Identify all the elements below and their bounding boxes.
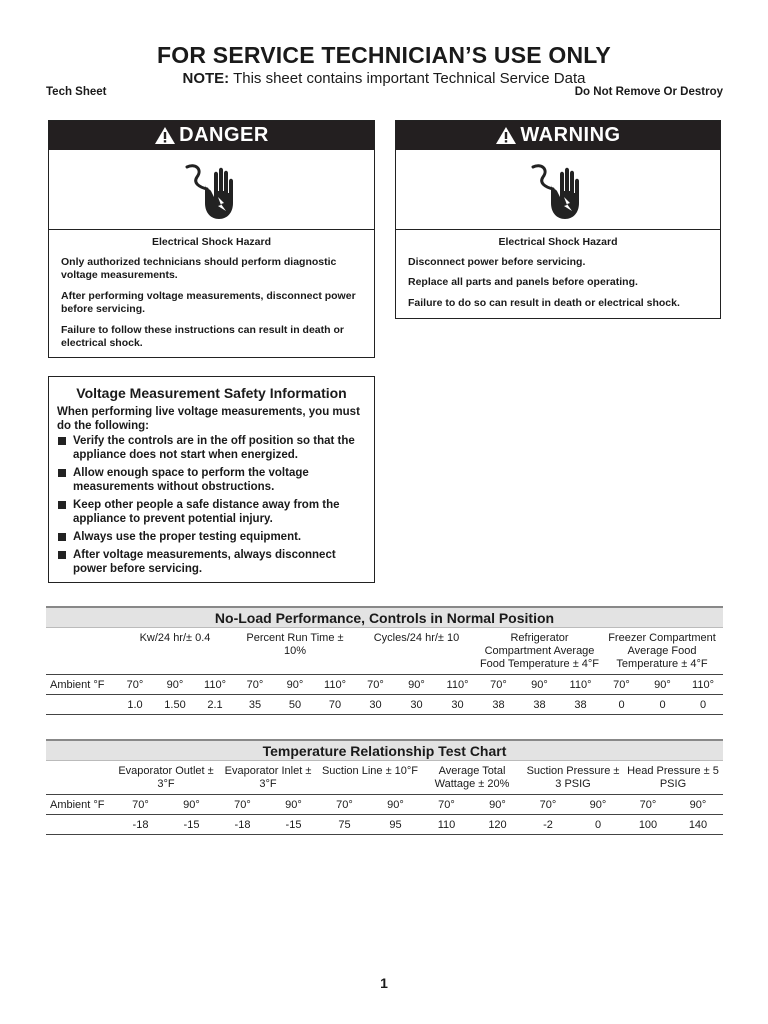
- table-header-cell: Evaporator Inlet ± 3°F: [224, 765, 312, 790]
- danger-paragraph: Failure to follow these instructions can result in death or electrical shock.: [61, 323, 344, 349]
- table-cell: -18: [217, 815, 268, 835]
- list-item: [57, 434, 366, 462]
- table-cell: 110: [421, 815, 472, 835]
- table-cell: 70°: [421, 795, 472, 815]
- table-cell: 90°: [573, 795, 623, 815]
- table-cell: 0: [683, 695, 723, 715]
- table-cell: 90°: [642, 675, 683, 695]
- table-cell: 70°: [115, 675, 155, 695]
- danger-body: [49, 230, 374, 364]
- danger-box: [48, 120, 375, 358]
- list-item-text: Allow enough space to perform the voltage measurements without obstructions.: [73, 467, 309, 493]
- table-cell: 0: [573, 815, 623, 835]
- table-cell: 70°: [115, 795, 166, 815]
- table-cell: 38: [478, 695, 519, 715]
- note-label: NOTE:: [182, 70, 230, 87]
- table-cell: 70°: [355, 675, 396, 695]
- no-load-grid: [46, 628, 723, 715]
- warning-paragraph: Failure to do so can result in death or electrical shock.: [408, 296, 680, 309]
- note-text: This sheet contains important Technical Service Data: [229, 70, 586, 87]
- table-cell: 70°: [319, 795, 370, 815]
- table-row: [46, 675, 723, 695]
- table-cell: 90°: [472, 795, 523, 815]
- no-load-performance-table: [46, 606, 723, 715]
- list-item-text: Keep other people a safe distance away from the appliance to prevent potential injury.: [73, 499, 340, 525]
- table-cell: 35: [235, 695, 275, 715]
- warning-paragraph: Replace all parts and panels before operating.: [408, 276, 638, 288]
- warning-triangle-icon: [154, 126, 176, 145]
- table-cell: 0: [642, 695, 683, 715]
- table-header-cell: [46, 628, 115, 675]
- table-cell: 110°: [195, 675, 235, 695]
- table-cell: 70°: [217, 795, 268, 815]
- square-bullet-icon: [58, 437, 66, 445]
- table-header-cell: Refrigerator Compartment Average Food Temperature ± 4°F: [479, 632, 600, 670]
- table-header-cell: Head Pressure ± 5 PSIG: [627, 765, 719, 790]
- table-cell: 70°: [523, 795, 573, 815]
- table-header-cell: Suction Pressure ± 3 PSIG: [526, 765, 620, 790]
- page-number: 1: [380, 975, 388, 991]
- table-cell: 2.1: [195, 695, 235, 715]
- table-header-cell: Average Total Wattage ± 20%: [434, 765, 510, 790]
- table-header-cell: [46, 761, 115, 795]
- square-bullet-icon: [58, 501, 66, 509]
- electric-shock-hand-icon: [527, 159, 589, 221]
- table-row: [46, 795, 723, 815]
- table-header-cell: Suction Line ± 10°F: [321, 765, 419, 777]
- table-cell: 110°: [437, 675, 478, 695]
- table-cell: 90°: [166, 795, 217, 815]
- danger-paragraph: Only authorized technicians should perform diagnostic voltage measurements.: [61, 255, 337, 281]
- table-cell: 140: [673, 815, 723, 835]
- warning-heading: Electrical Shock Hazard: [498, 236, 618, 248]
- table-cell: 90°: [396, 675, 437, 695]
- table-cell: -18: [115, 815, 166, 835]
- table-cell: 100: [623, 815, 673, 835]
- table-header-cell: Freezer Compartment Average Food Temperature ± 4°F: [608, 632, 716, 670]
- electric-shock-hand-icon: [181, 159, 243, 221]
- list-item: [57, 530, 366, 544]
- danger-title: DANGER: [179, 124, 269, 146]
- table-cell: -2: [523, 815, 573, 835]
- table-cell: 110°: [683, 675, 723, 695]
- table-cell: [46, 815, 115, 835]
- list-item-text: Verify the controls are in the off position so that the appliance does not start when energized.: [73, 435, 355, 461]
- list-item: [57, 548, 366, 576]
- tech-sheet-label: Tech Sheet: [46, 86, 107, 98]
- table-cell: 1.50: [155, 695, 195, 715]
- warning-title: WARNING: [520, 124, 621, 146]
- table-cell: 110°: [315, 675, 355, 695]
- do-not-remove-label: Do Not Remove Or Destroy: [574, 86, 723, 98]
- danger-heading: Electrical Shock Hazard: [151, 236, 272, 248]
- table-cell: 50: [275, 695, 315, 715]
- table-cell: 120: [472, 815, 523, 835]
- no-load-table-title: No-Load Performance, Controls in Normal Position: [46, 606, 723, 628]
- danger-paragraph: After performing voltage measurements, disconnect power before servicing.: [61, 289, 356, 315]
- square-bullet-icon: [58, 533, 66, 541]
- table-cell: 30: [437, 695, 478, 715]
- table-cell: 30: [355, 695, 396, 715]
- list-item-text: After voltage measurements, always disconnect power before servicing.: [73, 549, 336, 575]
- table-header-row: [46, 761, 723, 795]
- table-cell: 110°: [560, 675, 601, 695]
- table-cell: 0: [601, 695, 642, 715]
- table-cell: -15: [166, 815, 217, 835]
- ambient-label: Ambient °F: [46, 795, 115, 815]
- list-item: [57, 466, 366, 494]
- table-header-cell: Cycles/24 hr/± 10: [373, 632, 460, 644]
- table-header-cell: Evaporator Outlet ± 3°F: [118, 765, 214, 790]
- table-cell: -15: [268, 815, 319, 835]
- ambient-label: Ambient °F: [46, 675, 115, 695]
- temperature-relationship-table: [46, 739, 723, 835]
- warning-banner: [396, 121, 720, 150]
- warning-triangle-icon: [495, 126, 517, 145]
- table-cell: 1.0: [115, 695, 155, 715]
- table-cell: 90°: [673, 795, 723, 815]
- table-cell: 30: [396, 695, 437, 715]
- table-row: [46, 695, 723, 715]
- voltage-safety-intro: When performing live voltage measurements, you must do the following:: [57, 406, 360, 432]
- list-item: [57, 498, 366, 526]
- table-header-row: [46, 628, 723, 675]
- warning-paragraph: Disconnect power before servicing.: [408, 255, 586, 268]
- square-bullet-icon: [58, 551, 66, 559]
- warning-body: [396, 230, 720, 323]
- table-header-cell: Percent Run Time ± 10%: [246, 632, 344, 657]
- table-cell: 90°: [370, 795, 421, 815]
- table-cell: 95: [370, 815, 421, 835]
- square-bullet-icon: [58, 469, 66, 477]
- table-cell: [46, 695, 115, 715]
- voltage-safety-box: [48, 376, 375, 583]
- table-cell: 38: [519, 695, 560, 715]
- page-title: FOR SERVICE TECHNICIAN’S USE ONLY: [157, 42, 611, 68]
- table-cell: 75: [319, 815, 370, 835]
- table-cell: 90°: [275, 675, 315, 695]
- table-cell: 90°: [268, 795, 319, 815]
- list-item-text: Always use the proper testing equipment.: [73, 531, 302, 543]
- table-cell: 70°: [478, 675, 519, 695]
- temp-relationship-grid: [46, 761, 723, 835]
- shock-pictogram: [396, 150, 720, 230]
- table-cell: 90°: [519, 675, 560, 695]
- voltage-safety-title: Voltage Measurement Safety Information: [76, 385, 347, 401]
- table-header-cell: Kw/24 hr/± 0.4: [139, 632, 211, 644]
- voltage-safety-list: [57, 434, 366, 576]
- note-line: [0, 70, 768, 87]
- table-cell: 70: [315, 695, 355, 715]
- table-row: [46, 815, 723, 835]
- table-cell: 70°: [623, 795, 673, 815]
- warning-box: [395, 120, 721, 319]
- table-cell: 70°: [601, 675, 642, 695]
- temp-table-title: Temperature Relationship Test Chart: [46, 739, 723, 761]
- table-cell: 38: [560, 695, 601, 715]
- table-cell: 70°: [235, 675, 275, 695]
- danger-banner: [49, 121, 374, 150]
- table-cell: 90°: [155, 675, 195, 695]
- shock-pictogram: [49, 150, 374, 230]
